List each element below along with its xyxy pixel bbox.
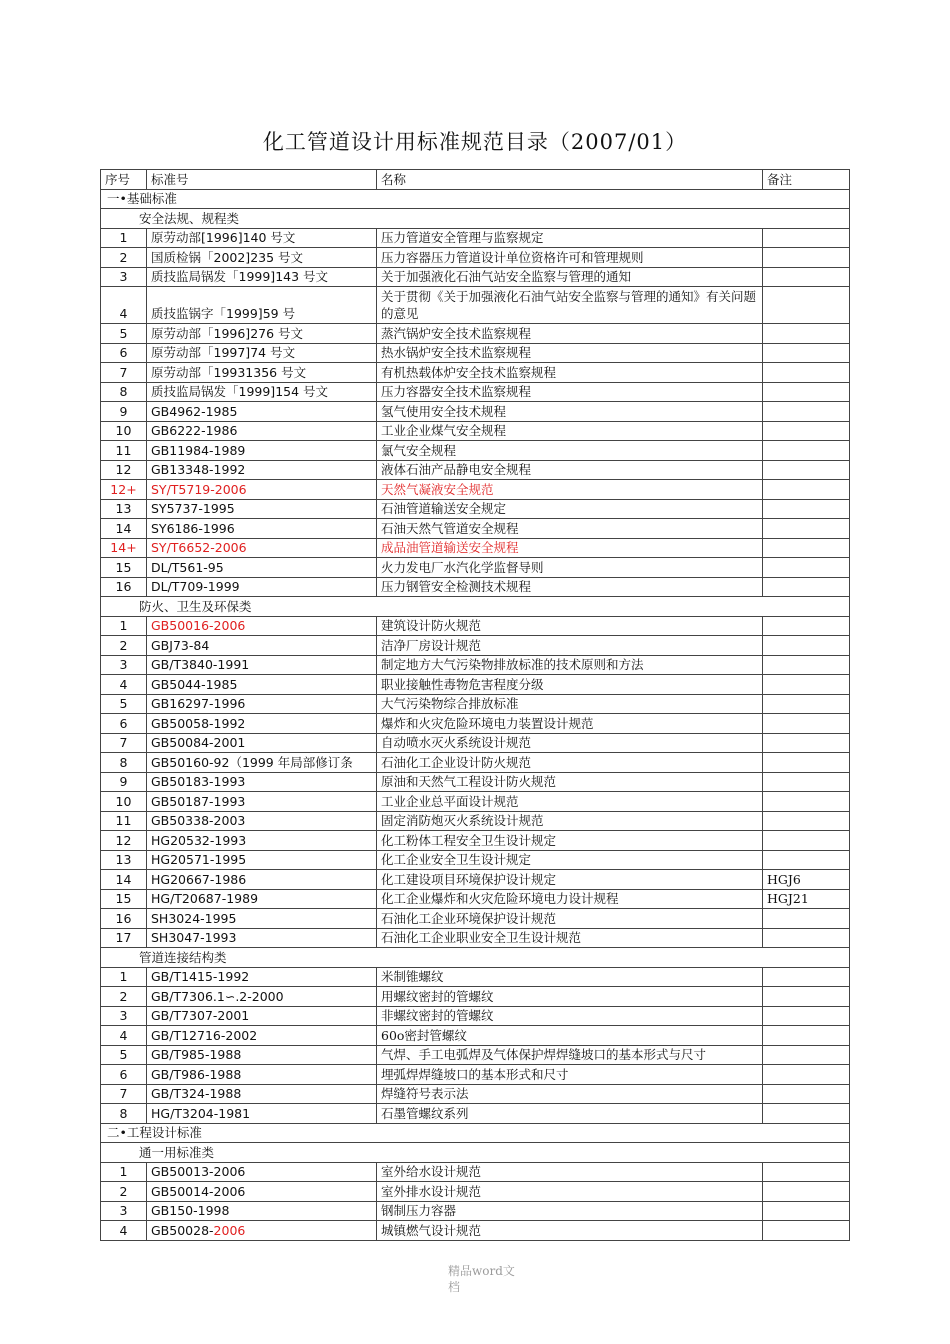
table-row — [101, 324, 850, 344]
row-seq: 2 — [101, 1182, 147, 1202]
row-seq: 1 — [101, 616, 147, 636]
header-name: 名称 — [377, 170, 763, 190]
row-name: 非螺纹密封的管螺纹 — [377, 1006, 763, 1026]
row-code: GB50016-2006 — [147, 616, 377, 636]
table-row — [101, 889, 850, 909]
row-code: GB50338-2003 — [147, 811, 377, 831]
table-row — [101, 909, 850, 929]
table-row — [101, 1201, 850, 1221]
row-note — [763, 1201, 850, 1221]
row-seq: 5 — [101, 694, 147, 714]
row-name: 大气污染物综合排放标准 — [377, 694, 763, 714]
row-seq: 3 — [101, 1006, 147, 1026]
row-code: GB5044-1985 — [147, 675, 377, 695]
row-seq: 4 — [101, 675, 147, 695]
row-name: 天然气凝液安全规范 — [377, 480, 763, 500]
row-note — [763, 577, 850, 597]
table-row — [101, 519, 850, 539]
row-note — [763, 694, 850, 714]
row-seq: 12 — [101, 460, 147, 480]
row-note — [763, 402, 850, 422]
subsection-title: 防火、卫生及环保类 — [101, 597, 850, 617]
table-row — [101, 1026, 850, 1046]
table-row — [101, 558, 850, 578]
row-name: 压力容器压力管道设计单位资格许可和管理规则 — [377, 248, 763, 268]
row-seq: 3 — [101, 1201, 147, 1221]
footer-line-1: 精品word文 — [448, 1264, 515, 1278]
row-code: HG/T3204-1981 — [147, 1104, 377, 1124]
row-code: GB50160-92（1999 年局部修订条 — [147, 753, 377, 773]
row-code: 质技监局锅发「1999]143 号文 — [147, 267, 377, 287]
row-code: GB50013-2006 — [147, 1162, 377, 1182]
row-note — [763, 733, 850, 753]
table-row — [101, 1045, 850, 1065]
row-seq: 12+ — [101, 480, 147, 500]
table-row — [101, 1182, 850, 1202]
row-code: GB/T12716-2002 — [147, 1026, 377, 1046]
row-seq: 6 — [101, 714, 147, 734]
standards-table — [100, 169, 850, 1241]
table-row — [101, 248, 850, 268]
table-row — [101, 987, 850, 1007]
row-note — [763, 499, 850, 519]
table-row — [101, 460, 850, 480]
row-note — [763, 228, 850, 248]
row-code: GB/T7306.1∽.2-2000 — [147, 987, 377, 1007]
row-name: 城镇燃气设计规范 — [377, 1221, 763, 1241]
subsection-row — [101, 1143, 850, 1163]
row-seq: 1 — [101, 1162, 147, 1182]
row-name: 关于加强液化石油气站安全监察与管理的通知 — [377, 267, 763, 287]
row-note — [763, 248, 850, 268]
subsection-row — [101, 597, 850, 617]
row-seq: 2 — [101, 636, 147, 656]
row-note — [763, 343, 850, 363]
row-note — [763, 519, 850, 539]
table-header-row — [101, 170, 850, 190]
row-note — [763, 558, 850, 578]
subsection-title: 通一用标准类 — [101, 1143, 850, 1163]
table-row — [101, 499, 850, 519]
row-note — [763, 1006, 850, 1026]
table-row — [101, 753, 850, 773]
row-name: 化工粉体工程安全卫生设计规定 — [377, 831, 763, 851]
row-code: 原劳动部「1997]74 号文 — [147, 343, 377, 363]
table-row — [101, 655, 850, 675]
row-code: GB50014-2006 — [147, 1182, 377, 1202]
row-code: SY5737-1995 — [147, 499, 377, 519]
row-seq: 8 — [101, 1104, 147, 1124]
row-seq: 7 — [101, 733, 147, 753]
row-note — [763, 772, 850, 792]
row-note — [763, 1045, 850, 1065]
row-code: DL/T561-95 — [147, 558, 377, 578]
row-code: GBJ73-84 — [147, 636, 377, 656]
row-seq: 10 — [101, 421, 147, 441]
page-title: 化工管道设计用标准规范目录（2007/01） — [262, 130, 688, 154]
row-seq: 4 — [101, 1221, 147, 1241]
table-row — [101, 343, 850, 363]
row-name: 化工建设项目环境保护设计规定 — [377, 870, 763, 890]
row-code: GB50084-2001 — [147, 733, 377, 753]
row-seq: 14 — [101, 870, 147, 890]
row-note — [763, 987, 850, 1007]
row-seq: 2 — [101, 248, 147, 268]
row-name: 关于贯彻《关于加强液化石油气站安全监察与管理的通知》有关问题的意见 — [377, 287, 763, 324]
table-row — [101, 870, 850, 890]
row-seq: 15 — [101, 889, 147, 909]
row-name: 室外给水设计规范 — [377, 1162, 763, 1182]
row-name: 60o密封管螺纹 — [377, 1026, 763, 1046]
row-code: GB/T3840-1991 — [147, 655, 377, 675]
row-name: 用螺纹密封的管螺纹 — [377, 987, 763, 1007]
row-note — [763, 636, 850, 656]
section-row — [101, 189, 850, 209]
table-row — [101, 382, 850, 402]
row-note — [763, 421, 850, 441]
row-name: 火力发电厂水汽化学监督导则 — [377, 558, 763, 578]
table-row — [101, 967, 850, 987]
row-code: SY/T5719-2006 — [147, 480, 377, 500]
row-note — [763, 792, 850, 812]
row-code: GB4962-1985 — [147, 402, 377, 422]
row-note — [763, 538, 850, 558]
row-name: 工业企业煤气安全规程 — [377, 421, 763, 441]
table-row — [101, 363, 850, 383]
row-seq: 8 — [101, 382, 147, 402]
row-name: 工业企业总平面设计规范 — [377, 792, 763, 812]
row-name: 石油化工企业职业安全卫生设计规范 — [377, 928, 763, 948]
table-row — [101, 733, 850, 753]
row-code: GB50183-1993 — [147, 772, 377, 792]
row-seq: 7 — [101, 363, 147, 383]
table-row — [101, 928, 850, 948]
row-seq: 2 — [101, 987, 147, 1007]
row-note — [763, 655, 850, 675]
row-note — [763, 1221, 850, 1241]
table-row — [101, 1006, 850, 1026]
row-name: 石油管道输送安全规定 — [377, 499, 763, 519]
row-code: SY6186-1996 — [147, 519, 377, 539]
row-note — [763, 441, 850, 461]
row-code: GB11984-1989 — [147, 441, 377, 461]
row-note — [763, 967, 850, 987]
row-code: GB/T1415-1992 — [147, 967, 377, 987]
row-note — [763, 831, 850, 851]
table-row — [101, 538, 850, 558]
row-code: GB/T7307-2001 — [147, 1006, 377, 1026]
row-seq: 6 — [101, 343, 147, 363]
row-note — [763, 324, 850, 344]
table-row — [101, 694, 850, 714]
row-code: GB13348-1992 — [147, 460, 377, 480]
row-code: GB/T986-1988 — [147, 1065, 377, 1085]
row-code: SH3047-1993 — [147, 928, 377, 948]
row-name: 自动喷水灭火系统设计规范 — [377, 733, 763, 753]
row-seq: 9 — [101, 772, 147, 792]
row-note — [763, 616, 850, 636]
footer-watermark — [448, 1263, 538, 1295]
row-note — [763, 382, 850, 402]
row-seq: 13 — [101, 499, 147, 519]
row-name: 室外排水设计规范 — [377, 1182, 763, 1202]
row-note — [763, 460, 850, 480]
row-seq: 16 — [101, 577, 147, 597]
row-note — [763, 480, 850, 500]
row-note — [763, 753, 850, 773]
row-note — [763, 1104, 850, 1124]
row-name: 蒸汽锅炉安全技术监察规程 — [377, 324, 763, 344]
row-name: 压力管道安全管理与监察规定 — [377, 228, 763, 248]
row-name: 化工企业爆炸和火灾危险环境电力设计规程 — [377, 889, 763, 909]
row-seq: 3 — [101, 267, 147, 287]
row-name: 建筑设计防火规范 — [377, 616, 763, 636]
table-row — [101, 402, 850, 422]
subsection-row — [101, 209, 850, 229]
row-name: 石油天然气管道安全规程 — [377, 519, 763, 539]
section-title: 二•工程设计标准 — [101, 1123, 850, 1143]
row-note — [763, 675, 850, 695]
row-name: 石油化工企业环境保护设计规范 — [377, 909, 763, 929]
row-code: 原劳动部「1996]276 号文 — [147, 324, 377, 344]
row-seq: 8 — [101, 753, 147, 773]
row-note — [763, 267, 850, 287]
table-row — [101, 1162, 850, 1182]
row-note — [763, 909, 850, 929]
row-code: 质技监锅字「1999]59 号 — [147, 287, 377, 324]
section-title: 一•基础标准 — [101, 189, 850, 209]
row-note — [763, 1026, 850, 1046]
row-note — [763, 287, 850, 324]
row-seq: 4 — [101, 287, 147, 324]
row-seq: 9 — [101, 402, 147, 422]
row-note — [763, 1162, 850, 1182]
row-note: HGJ6 — [763, 870, 850, 890]
row-name: 热水锅炉安全技术监察规程 — [377, 343, 763, 363]
row-code: SH3024-1995 — [147, 909, 377, 929]
row-note — [763, 1065, 850, 1085]
row-name: 气焊、手工电弧焊及气体保护焊焊缝坡口的基本形式与尺寸 — [377, 1045, 763, 1065]
row-name: 制定地方大气污染物排放标准的技术原则和方法 — [377, 655, 763, 675]
row-name: 埋弧焊焊缝坡口的基本形式和尺寸 — [377, 1065, 763, 1085]
table-row — [101, 811, 850, 831]
row-note — [763, 928, 850, 948]
row-name: 职业接触性毒物危害程度分级 — [377, 675, 763, 695]
table-row — [101, 1221, 850, 1241]
row-note — [763, 714, 850, 734]
row-name: 液体石油产品静电安全规程 — [377, 460, 763, 480]
row-seq: 11 — [101, 441, 147, 461]
row-seq: 1 — [101, 967, 147, 987]
table-row — [101, 714, 850, 734]
row-seq: 11 — [101, 811, 147, 831]
row-note — [763, 850, 850, 870]
row-name: 石墨管螺纹系列 — [377, 1104, 763, 1124]
header-note: 备注 — [763, 170, 850, 190]
table-row — [101, 421, 850, 441]
row-seq: 15 — [101, 558, 147, 578]
row-name: 氯气安全规程 — [377, 441, 763, 461]
table-row — [101, 1065, 850, 1085]
header-seq: 序号 — [101, 170, 147, 190]
row-code: GB/T324-1988 — [147, 1084, 377, 1104]
row-seq: 7 — [101, 1084, 147, 1104]
row-code: HG20667-1986 — [147, 870, 377, 890]
row-seq: 6 — [101, 1065, 147, 1085]
footer-line-2: 档 — [448, 1280, 461, 1294]
row-name: 压力钢管安全检测技术规程 — [377, 577, 763, 597]
subsection-title: 安全法规、规程类 — [101, 209, 850, 229]
row-seq: 16 — [101, 909, 147, 929]
row-note — [763, 1084, 850, 1104]
row-name: 压力容器安全技术监察规程 — [377, 382, 763, 402]
row-name: 氢气使用安全技术规程 — [377, 402, 763, 422]
row-name: 有机热载体炉安全技术监察规程 — [377, 363, 763, 383]
table-row — [101, 850, 850, 870]
row-name: 钢制压力容器 — [377, 1201, 763, 1221]
row-seq: 12 — [101, 831, 147, 851]
row-code: GB/T985-1988 — [147, 1045, 377, 1065]
table-row — [101, 267, 850, 287]
table-row — [101, 287, 850, 324]
table-row — [101, 636, 850, 656]
row-name: 成品油管道输送安全规程 — [377, 538, 763, 558]
table-row — [101, 675, 850, 695]
row-code: GB50058-1992 — [147, 714, 377, 734]
table-row — [101, 831, 850, 851]
header-code: 标准号 — [147, 170, 377, 190]
row-code: GB6222-1986 — [147, 421, 377, 441]
row-seq: 5 — [101, 324, 147, 344]
row-name: 原油和天然气工程设计防火规范 — [377, 772, 763, 792]
table-row — [101, 1104, 850, 1124]
row-code: HG20571-1995 — [147, 850, 377, 870]
row-note: HGJ21 — [763, 889, 850, 909]
row-code: 国质检锅「2002]235 号文 — [147, 248, 377, 268]
row-name: 米制锥螺纹 — [377, 967, 763, 987]
table-row — [101, 616, 850, 636]
row-note — [763, 1182, 850, 1202]
row-seq: 5 — [101, 1045, 147, 1065]
row-name: 洁净厂房设计规范 — [377, 636, 763, 656]
row-code: 原劳动部「19931356 号文 — [147, 363, 377, 383]
row-name: 固定消防炮灭火系统设计规范 — [377, 811, 763, 831]
row-name: 化工企业安全卫生设计规定 — [377, 850, 763, 870]
row-code: GB16297-1996 — [147, 694, 377, 714]
row-name: 爆炸和火灾危险环境电力装置设计规范 — [377, 714, 763, 734]
row-note — [763, 363, 850, 383]
subsection-row — [101, 948, 850, 968]
row-code: GB150-1998 — [147, 1201, 377, 1221]
row-seq: 3 — [101, 655, 147, 675]
row-seq: 10 — [101, 792, 147, 812]
row-seq: 14+ — [101, 538, 147, 558]
table-row — [101, 480, 850, 500]
table-row — [101, 441, 850, 461]
row-name: 石油化工企业设计防火规范 — [377, 753, 763, 773]
row-code: HG20532-1993 — [147, 831, 377, 851]
table-row — [101, 1084, 850, 1104]
row-code: 原劳动部[1996]140 号文 — [147, 228, 377, 248]
row-seq: 17 — [101, 928, 147, 948]
row-note — [763, 811, 850, 831]
row-seq: 1 — [101, 228, 147, 248]
subsection-title: 管道连接结构类 — [101, 948, 850, 968]
row-code-part: GB50028- — [151, 1222, 214, 1238]
table-row — [101, 772, 850, 792]
row-code: SY/T6652-2006 — [147, 538, 377, 558]
row-code: GB50187-1993 — [147, 792, 377, 812]
row-code: HG/T20687-1989 — [147, 889, 377, 909]
row-seq: 13 — [101, 850, 147, 870]
table-row — [101, 577, 850, 597]
table-row — [101, 792, 850, 812]
row-name: 焊缝符号表示法 — [377, 1084, 763, 1104]
row-seq: 14 — [101, 519, 147, 539]
section-row — [101, 1123, 850, 1143]
row-seq: 4 — [101, 1026, 147, 1046]
row-code: DL/T709-1999 — [147, 577, 377, 597]
table-row — [101, 228, 850, 248]
row-code — [147, 1221, 377, 1241]
row-code-year: 2006 — [213, 1222, 246, 1238]
row-code: 质技监局锅发「1999]154 号文 — [147, 382, 377, 402]
